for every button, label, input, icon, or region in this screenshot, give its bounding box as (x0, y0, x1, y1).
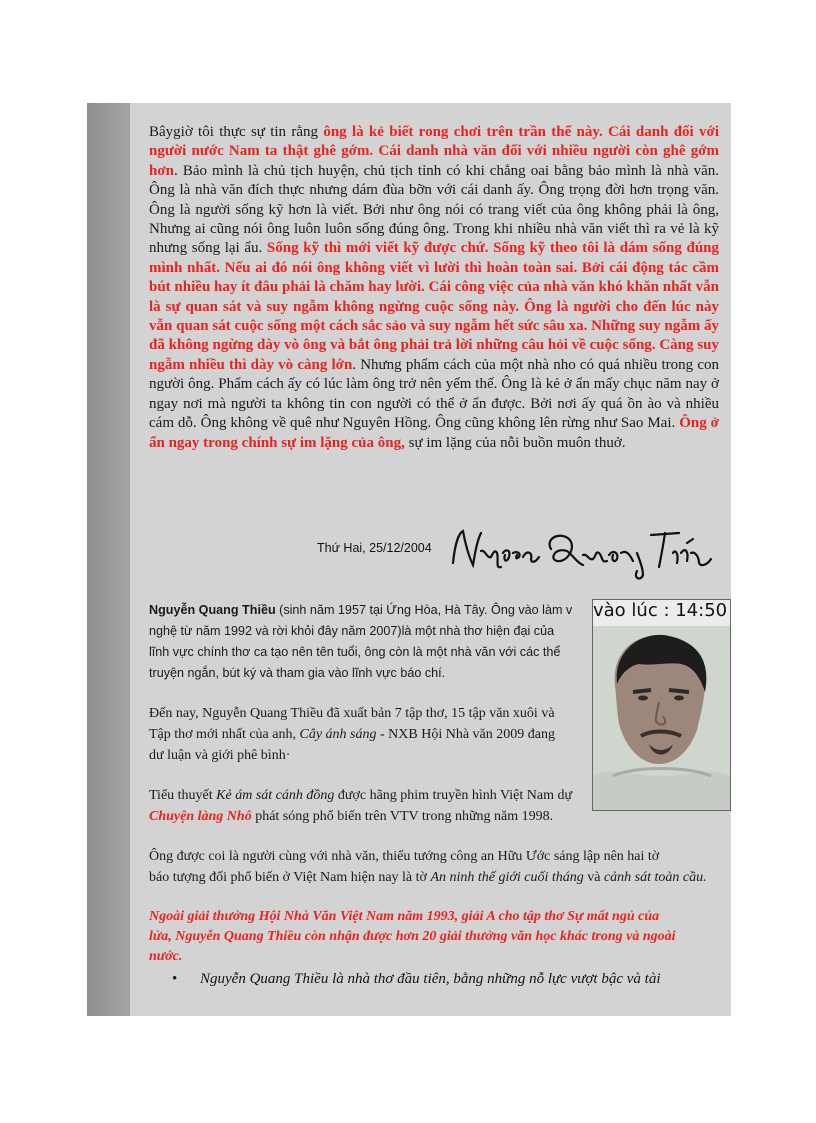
magazine-title: cảnh sát toàn cầu. (603, 870, 707, 885)
essay-highlight: ông là kẻ biết rong chơi trên trần thế này. Cái danh đối với người nước Nam ta thật ghê gớm. Cái danh nhà văn đối với nhiều người còn ghê gớm hơn (149, 124, 719, 179)
awards-text: nước. (149, 949, 183, 964)
photo-timestamp: vào lúc : 14:50 (593, 600, 730, 626)
bio-text: dư luận và giới phê bình· (149, 748, 291, 763)
bio-text: - NXB Hội Nhà văn 2009 đang (376, 727, 555, 742)
author-name: Nguyễn Quang Thiều (149, 603, 276, 617)
handwritten-signature (447, 523, 717, 583)
list-item: • Nguyễn Quang Thiều là nhà thơ đầu tiên, bằng những nỗ lực vượt bậc và tài (172, 971, 722, 988)
essay-paragraph (149, 123, 719, 453)
essay-text: sự im lặng của nỗi buồn muôn thuở. (404, 434, 626, 451)
awards-text: lửa, Nguyễn Quang Thiều còn nhận được hơn 20 giải thưởng văn học khác trong và ngoài (149, 929, 676, 944)
bio-paragraph (149, 703, 654, 766)
magazine-title: An ninh thế giới cuối tháng (430, 870, 584, 885)
bio-paragraph (149, 785, 654, 827)
bio-text: lĩnh vực chính thơ ca tạo nên tên tuổi, ông còn là một nhà văn với các thể (149, 645, 561, 659)
awards-paragraph (149, 907, 724, 967)
essay-highlight: Sống kỹ thì mới viết kỹ được chứ. Sống kỹ theo tôi là dám sống đúng mình nhất. Nếu ai đó nói ông không viết vì lười thì hoàn toàn sai. Bởi cái động tác cầm bút nhiều hay ít đâu phải là chăm hay lười. Cái công việc của nhà văn khó khăn nhất vẫn là sự quan sát và suy ngẫm không ngừng cuộc sống này. Ông là người cho đến lúc này vẫn quan sát cuộc sống một cách sắc sảo và suy ngẫm hết sức sâu xa. Những suy ngẫm ấy đã không ngừng dày vò ông và bắt ông phải trả lời những câu hỏi về cuộc sống. Càng suy ngẫm nhiều thì dày vò càng lớn (149, 240, 719, 373)
film-title: Chuyện làng Nhô (149, 809, 252, 824)
bio-text: Tập thơ mới nhất của anh, (149, 727, 300, 742)
bio-text: và (583, 870, 604, 885)
essay-text: Bâygiờ tôi thực sự tin rằng (149, 124, 324, 140)
bio-text: truyện ngắn, bút ký và tham gia vào lĩnh vực báo chí. (149, 666, 446, 680)
bullet-list (172, 971, 722, 988)
bio-text: Đến nay, Nguyễn Quang Thiều đã xuất bản 7 tập thơ, 15 tập văn xuôi và (149, 706, 555, 721)
essay-text: . Nhưng phẩm cách của một nhà nho có quá nhiều trong con người ông. Phẩm cách ấy có lúc làm ông trở nên yếm thế. Ông là kẻ ở ẩn mấy chục năm nay ở ngay nơi mà người ta không tin con người có thể ở ẩn được. Bởi nơi ấy quá ồn ào và nhiều cám dỗ. Ông không về quê như Nguyên Hồng. Ông cũng không lên rừng như Sao Mai. (149, 356, 719, 432)
signature-block (317, 523, 727, 583)
page-margin-bar (87, 103, 130, 1016)
bio-text: Ông được coi là người cùng với nhà văn, thiếu tướng công an Hữu Ước sáng lập nên hai tờ (149, 849, 660, 864)
book-title: Cây ánh sáng (299, 727, 377, 742)
author-portrait (592, 599, 731, 811)
bio-text: Tiểu thuyết (149, 788, 217, 803)
bio-text: (sinh năm 1957 tại Ứng Hòa, Hà Tây. Ông vào làm v (275, 603, 573, 617)
bio-text: được hãng phim truyền hình Việt Nam dự (334, 788, 573, 803)
awards-text: Ngoài giải thưởng Hội Nhà Văn Việt Nam năm 1993, giải A cho tập thơ Sự mất ngủ của (149, 909, 660, 924)
portrait-image (593, 626, 730, 810)
bio-paragraph (149, 846, 724, 888)
bio-text: phát sóng phổ biến trên VTV trong những năm 1998. (251, 809, 554, 824)
signature-date: Thứ Hai, 25/12/2004 (317, 541, 432, 555)
bio-text: báo tượng đối phổ biến ở Việt Nam hiện nay là tờ (149, 870, 431, 885)
bio-text: nghệ từ năm 1992 và rời khỏi đây năm 2007)là một nhà thơ hiện đại của (149, 624, 555, 638)
novel-title: Kẻ ám sát cánh đồng (216, 788, 335, 803)
bio-paragraph (149, 600, 654, 684)
document-page (87, 103, 731, 1016)
essay-text: . Bảo mình là chủ tịch huyện, chủ tịch tỉnh có khi chẳng oai bằng bảo mình là nhà văn. Ông là nhà văn đích thực nhưng dám đùa bỡn với cái danh ấy. Ông trọng đời hơn trọng văn. Ông là người sống kỹ hơn là viết. Bởi như ông nói có trang viết của ông không phải là ông, Nhưng ai cũng nói ông luôn luôn sống đúng ông. Trong khi nhiều nhà văn viết thì ra vẻ là kỹ nhưng sống lại ẩu. (149, 162, 719, 257)
essay-highlight: Ông ở ẩn ngay trong chính sự im lặng của ông, (149, 415, 719, 451)
